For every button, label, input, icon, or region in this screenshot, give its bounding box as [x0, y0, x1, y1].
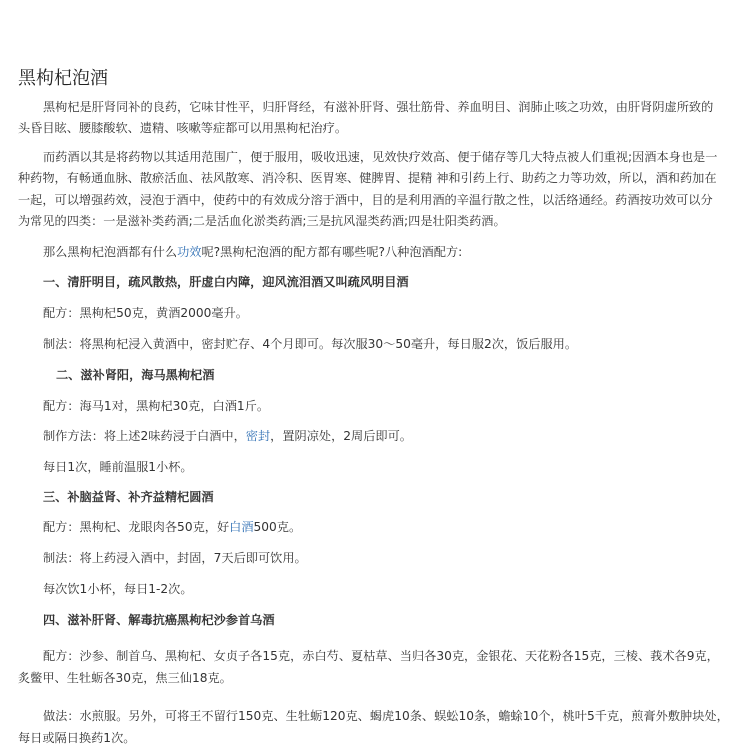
recipe-4-method-line-1: 做法：水煎服。另外，可将王不留行150克、生牡蛎120克、蝎虎10条、蜈蚣10条，蟾蜍10个，桃叶5千克，煎膏外敷肿块处，: [43, 709, 729, 723]
para2-line-2: 种药物，有畅通血脉、散瘀活血、祛风散寒、消冷积、医胃寒、健脾胃、提精 神和引药上行、助药之力等功效，所以，酒和药加在: [18, 171, 717, 185]
recipe-3-usage: 每次饮1小杯，每日1-2次。: [43, 582, 193, 596]
para2-line-4: 为常见的四类：一是滋补类药酒;二是活血化淤类药酒;三是抗风湿类药酒;四是壮阳类药酒。: [18, 214, 506, 228]
recipe-3-formula: [43, 516, 301, 539]
recipe-1-heading: 一、清肝明目，疏风散热，肝虚白内障，迎风流泪酒又叫疏风明目酒: [43, 275, 409, 289]
recipe-1-formula: 配方：黑枸杞50克，黄酒2000毫升。: [43, 306, 248, 320]
liquor-link[interactable]: 白酒: [229, 520, 254, 534]
recipe-2-formula: 配方：海马1对，黑枸杞30克，白酒1斤。: [43, 399, 270, 413]
intro-line-2: 头昏目眩、腰膝酸软、遗精、咳嗽等症都可以用黑枸杞治疗。: [18, 121, 348, 135]
recipe-4-formula-line-2: 炙鳖甲、生牡蛎各30克，焦三仙18克。: [18, 671, 232, 685]
recipe-4-formula-line-1: 配方：沙参、制首乌、黑枸杞、女贞子各15克，赤白芍、夏枯草、当归各30克，金银花、天花粉各15克，三棱、莪术各9克，: [43, 649, 719, 663]
efficacy-link[interactable]: 功效: [177, 245, 202, 259]
recipe-3-formula-post: 500克。: [253, 520, 302, 534]
recipe-3-formula-pre: 配方：黑枸杞、龙眼肉各50克，好: [43, 520, 230, 534]
recipe-4-heading: 四、滋补肝肾、解毒抗癌黑枸杞沙参首乌酒: [43, 613, 275, 627]
recipe-3-method: 制法：将上药浸入酒中，封固，7天后即可饮用。: [43, 551, 307, 565]
question-post: 呢?黑枸杞泡酒的配方都有哪些呢?八种泡酒配方:: [201, 245, 463, 259]
recipe-2-method: [43, 425, 412, 448]
recipe-2-usage: 每日1次，睡前温服1小杯。: [43, 460, 193, 474]
recipe-4-method-line-2: 每日或隔日换药1次。: [18, 731, 136, 745]
recipe-1-method: 制法：将黑枸杞浸入黄酒中，密封贮存、4个月即可。每次服30～50毫升，每日服2次，饭后服用。: [43, 337, 578, 351]
question-line: [43, 241, 462, 264]
para2-line-1: 而药酒以其是将药物以其适用范围广，便于服用，吸收迅速，见效快疗效高、便于储存等几大特点被人们重视;因酒本身也是一: [43, 150, 718, 164]
recipe-3-heading: 三、补脑益肾、补齐益精杞圆酒: [43, 490, 214, 504]
recipe-2-method-post: ，置阴凉处，2周后即可。: [270, 429, 412, 443]
recipe-2-heading: 二、滋补肾阳，海马黑枸杞酒: [56, 368, 215, 382]
seal-link[interactable]: 密封: [245, 429, 271, 443]
article-title: 黑枸杞泡酒: [18, 68, 108, 89]
recipe-2-method-pre: 制作方法：将上述2味药浸于白酒中，: [43, 429, 246, 443]
intro-line-1: 黑枸杞是肝肾同补的良药，它味甘性平，归肝肾经，有滋补肝肾、强壮筋骨、养血明目、润肺止咳之功效，由肝肾阴虚所致的: [43, 100, 714, 114]
question-pre: 那么黑枸杞泡酒都有什么: [43, 245, 178, 259]
para2-line-3: 一起，可以增强药效，浸泡于酒中，使药中的有效成分溶于酒中，目的是利用酒的辛温行散之性，以活络通经。药酒按功效可以分: [18, 193, 713, 207]
